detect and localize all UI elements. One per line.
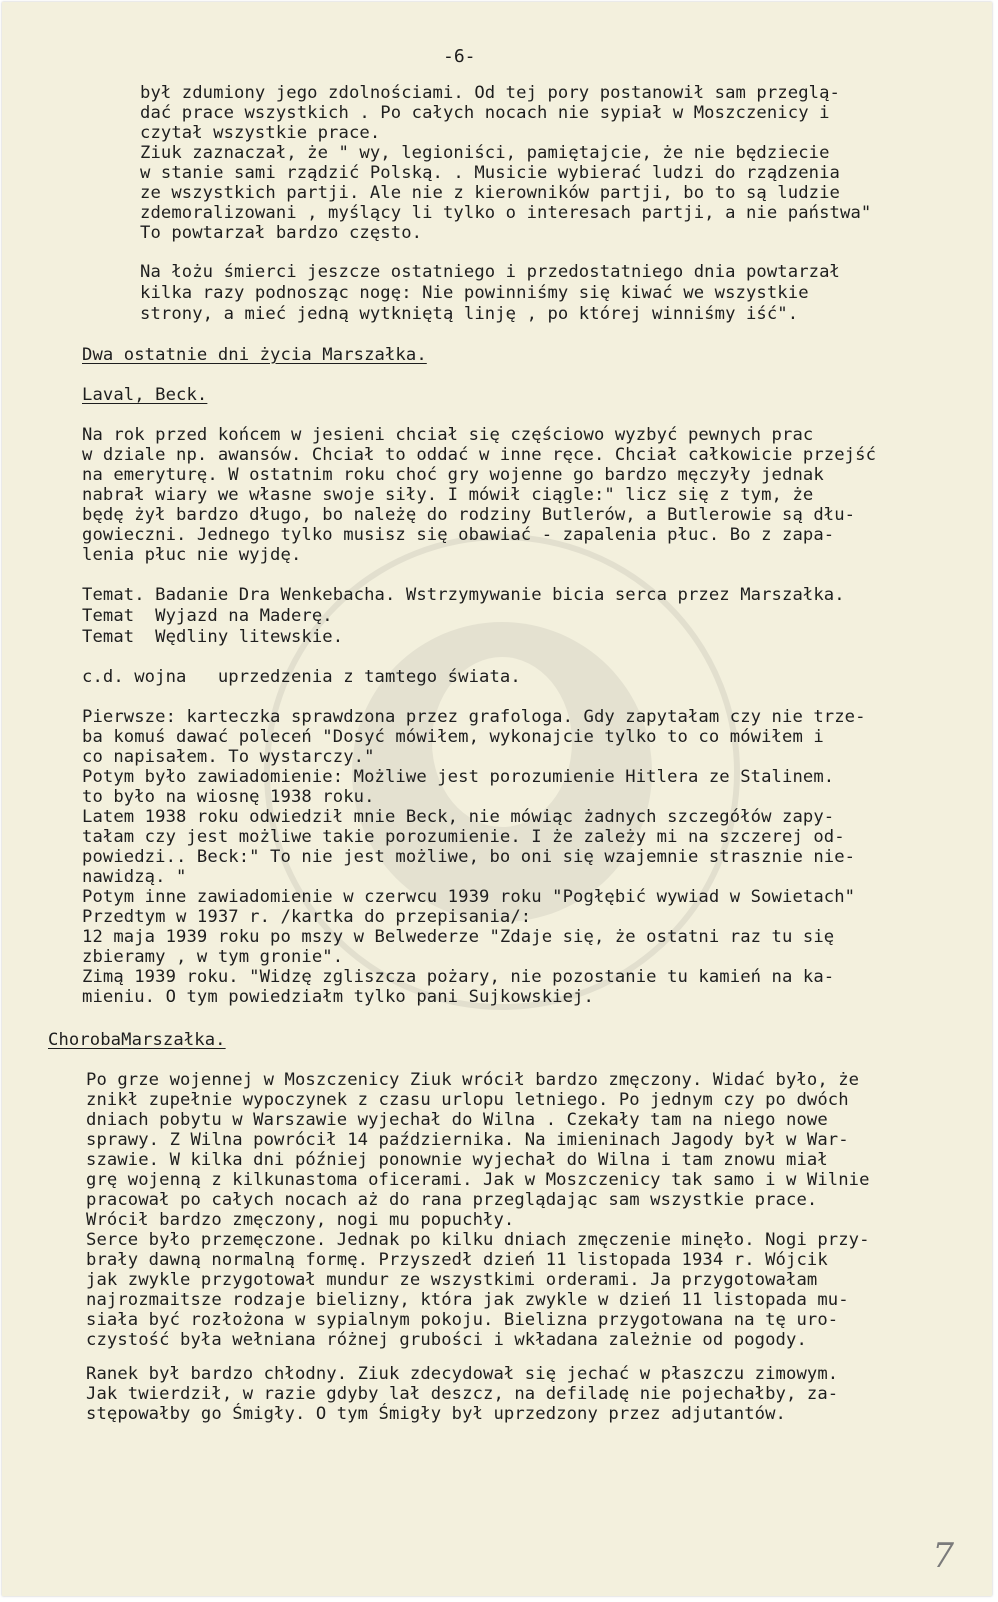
text-line: Serce było przemęczone. Jednak po kilku dniach zmęczenie minęło. Nogi przy- — [86, 1230, 870, 1250]
text-line: czytał wszystkie prace. — [140, 123, 381, 143]
topic-line: Temat Wędliny litewskie. — [82, 627, 344, 647]
section-heading: Dwa ostatnie dni życia Marszałka. — [82, 345, 427, 365]
text-line: zbieramy , w tym gronie". — [82, 947, 344, 967]
text-line: to było na wiosnę 1938 roku. — [82, 787, 375, 807]
text-line: jak zwykle przygotował mundur ze wszystkimi orderami. Ja przygotowałam — [86, 1270, 818, 1290]
text-line: zdemoralizowani , myślący li tylko o interesach partji, a nie państwa" — [140, 203, 872, 223]
topic-line: Temat Wyjazd na Maderę. — [82, 606, 333, 626]
page-number: -6- — [443, 46, 476, 67]
text-line: Jak twierdził, w razie gdyby lał deszcz, na defiladę nie pojechałby, za- — [86, 1384, 839, 1404]
document-page — [2, 2, 992, 1596]
text-line: To powtarzał bardzo często. — [140, 223, 423, 243]
text-line: dniach pobytu w Warszawie wyjechał do Wilna . Czekały tam na niego nowe — [86, 1110, 828, 1130]
text-line: ze wszystkich partji. Ale nie z kierowników partji, bo to są ludzie — [140, 183, 840, 203]
text-line: 12 maja 1939 roku po mszy w Belwederze "Zdaje się, że ostatni raz tu się — [82, 927, 835, 947]
text-line: czystość była wełniana różnej grubości i wkładana zależnie od pogody. — [86, 1330, 807, 1350]
text-line: był zdumiony jego zdolnościami. Od tej pory postanowił sam przeglą- — [140, 83, 840, 103]
text-line: Ranek był bardzo chłodny. Ziuk zdecydował się jechać w płaszczu zimowym. — [86, 1364, 839, 1384]
text-line: Zimą 1939 roku. "Widzę zgliszcza pożary, nie pozostanie tu kamień na ka- — [82, 967, 835, 987]
text-line: Przedtym w 1937 r. /kartka do przepisania/: — [82, 907, 532, 927]
text-line: Na łożu śmierci jeszcze ostatniego i przedostatniego dnia powtarzał — [140, 262, 840, 282]
text-line: Na rok przed końcem w jesieni chciał się częściowo wyzbyć pewnych prac — [82, 425, 814, 445]
text-line: będę żył bardzo długo, bo należę do rodziny Butlerów, a Butlerowie są dłu- — [82, 505, 856, 525]
text-line: stępowałby go Śmigły. O tym Śmigły był uprzedzony przez adjutantów. — [86, 1404, 786, 1424]
text-line: co napisałem. To wystarczy." — [82, 747, 375, 767]
text-line: w dziale np. awansów. Chciał to oddać w inne ręce. Chciał całkowicie przejść — [82, 445, 877, 465]
text-line: w stanie sami rządzić Polską. . Musicie wybierać ludzi do rządzenia — [140, 163, 840, 183]
text-line: tałam czy jest możliwe takie porozumienie. I że zależy mi na szczerej od- — [82, 827, 845, 847]
archive-page-mark: 7 — [932, 1536, 954, 1576]
text-line: Ziuk zaznaczał, że " wy, legioniści, pamiętajcie, że nie będziecie — [140, 143, 830, 163]
text-line: mieniu. O tym powiedziałm tylko pani Sujkowskiej. — [82, 987, 594, 1007]
text-line: Latem 1938 roku odwiedził mnie Beck, nie mówiąc żadnych szczegółów zapy- — [82, 807, 835, 827]
text-line: Potym inne zawiadomienie w czerwcu 1939 roku "Pogłębić wywiad w Sowietach" — [82, 887, 856, 907]
text-line: najrozmaitsze rodzaje bielizny, która jak zwykle w dzień 11 listopada mu- — [86, 1290, 849, 1310]
text-line: nabrał wiary we własne swoje siły. I mówił ciągle:" licz się z tym, że — [82, 485, 814, 505]
text-line: lenia płuc nie wyjdę. — [82, 545, 302, 565]
text-line: ba komuś dawać poleceń "Dosyć mówiłem, wykonajcie tylko to co mówiłem i — [82, 727, 824, 747]
text-line: Po grze wojennej w Moszczenicy Ziuk wrócił bardzo zmęczony. Widać było, że — [86, 1070, 860, 1090]
text-line: kilka razy podnosząc nogę: Nie powinniśmy się kiwać we wszystkie — [140, 283, 809, 303]
text-line: sprawy. Z Wilna powrócił 14 października. Na imieninach Jagody był w War- — [86, 1130, 849, 1150]
section-heading: ChorobaMarszałka. — [48, 1030, 226, 1050]
text-line: brały dawną normalną formę. Przyszedł dzień 11 listopada 1934 r. Wójcik — [86, 1250, 828, 1270]
text-line: nawidzą. " — [82, 867, 187, 887]
text-line: powiedzi.. Beck:" To nie jest możliwe, bo oni się wzajemnie strasznie nie- — [82, 847, 856, 867]
text-line: na emeryturę. W ostatnim roku choć gry wojenne go bardzo męczyły jednak — [82, 465, 824, 485]
text-line: znikł zupełnie wypoczynek z czasu urlopu letniego. Po jednym czy po dwóch — [86, 1090, 849, 1110]
text-line: pracował po całych nocach aż do rana przeglądając sam wszystkie prace. — [86, 1190, 818, 1210]
topic-line: c.d. wojna uprzedzenia z tamtego świata. — [82, 667, 521, 687]
section-heading: Laval, Beck. — [82, 385, 208, 405]
text-line: szawie. W kilka dni później ponownie wyjechał do Wilna i tam znowu miał — [86, 1150, 828, 1170]
text-line: Wrócił bardzo zmęczony, nogi mu popuchły. — [86, 1210, 515, 1230]
text-line: dać prace wszystkich . Po całych nocach nie sypiał w Moszczenicy i — [140, 103, 830, 123]
text-line: Potym było zawiadomienie: Możliwe jest porozumienie Hitlera ze Stalinem. — [82, 767, 835, 787]
text-line: siała być rozłożona w sypialnym pokoju. Bielizna przygotowana na tę uro- — [86, 1310, 839, 1330]
text-line: strony, a mieć jedną wytkniętą linję , po której winniśmy iść". — [140, 304, 799, 324]
topic-line: Temat. Badanie Dra Wenkebacha. Wstrzymywanie bicia serca przez Marszałka. — [82, 585, 845, 605]
text-line: grę wojenną z kilkunastoma oficerami. Jak w Moszczenicy tak samo i w Wilnie — [86, 1170, 870, 1190]
text-line: Pierwsze: karteczka sprawdzona przez grafologa. Gdy zapytałam czy nie trze- — [82, 707, 866, 727]
text-line: gowieczni. Jednego tylko musisz się obawiać - zapalenia płuc. Bo z zapa- — [82, 525, 835, 545]
